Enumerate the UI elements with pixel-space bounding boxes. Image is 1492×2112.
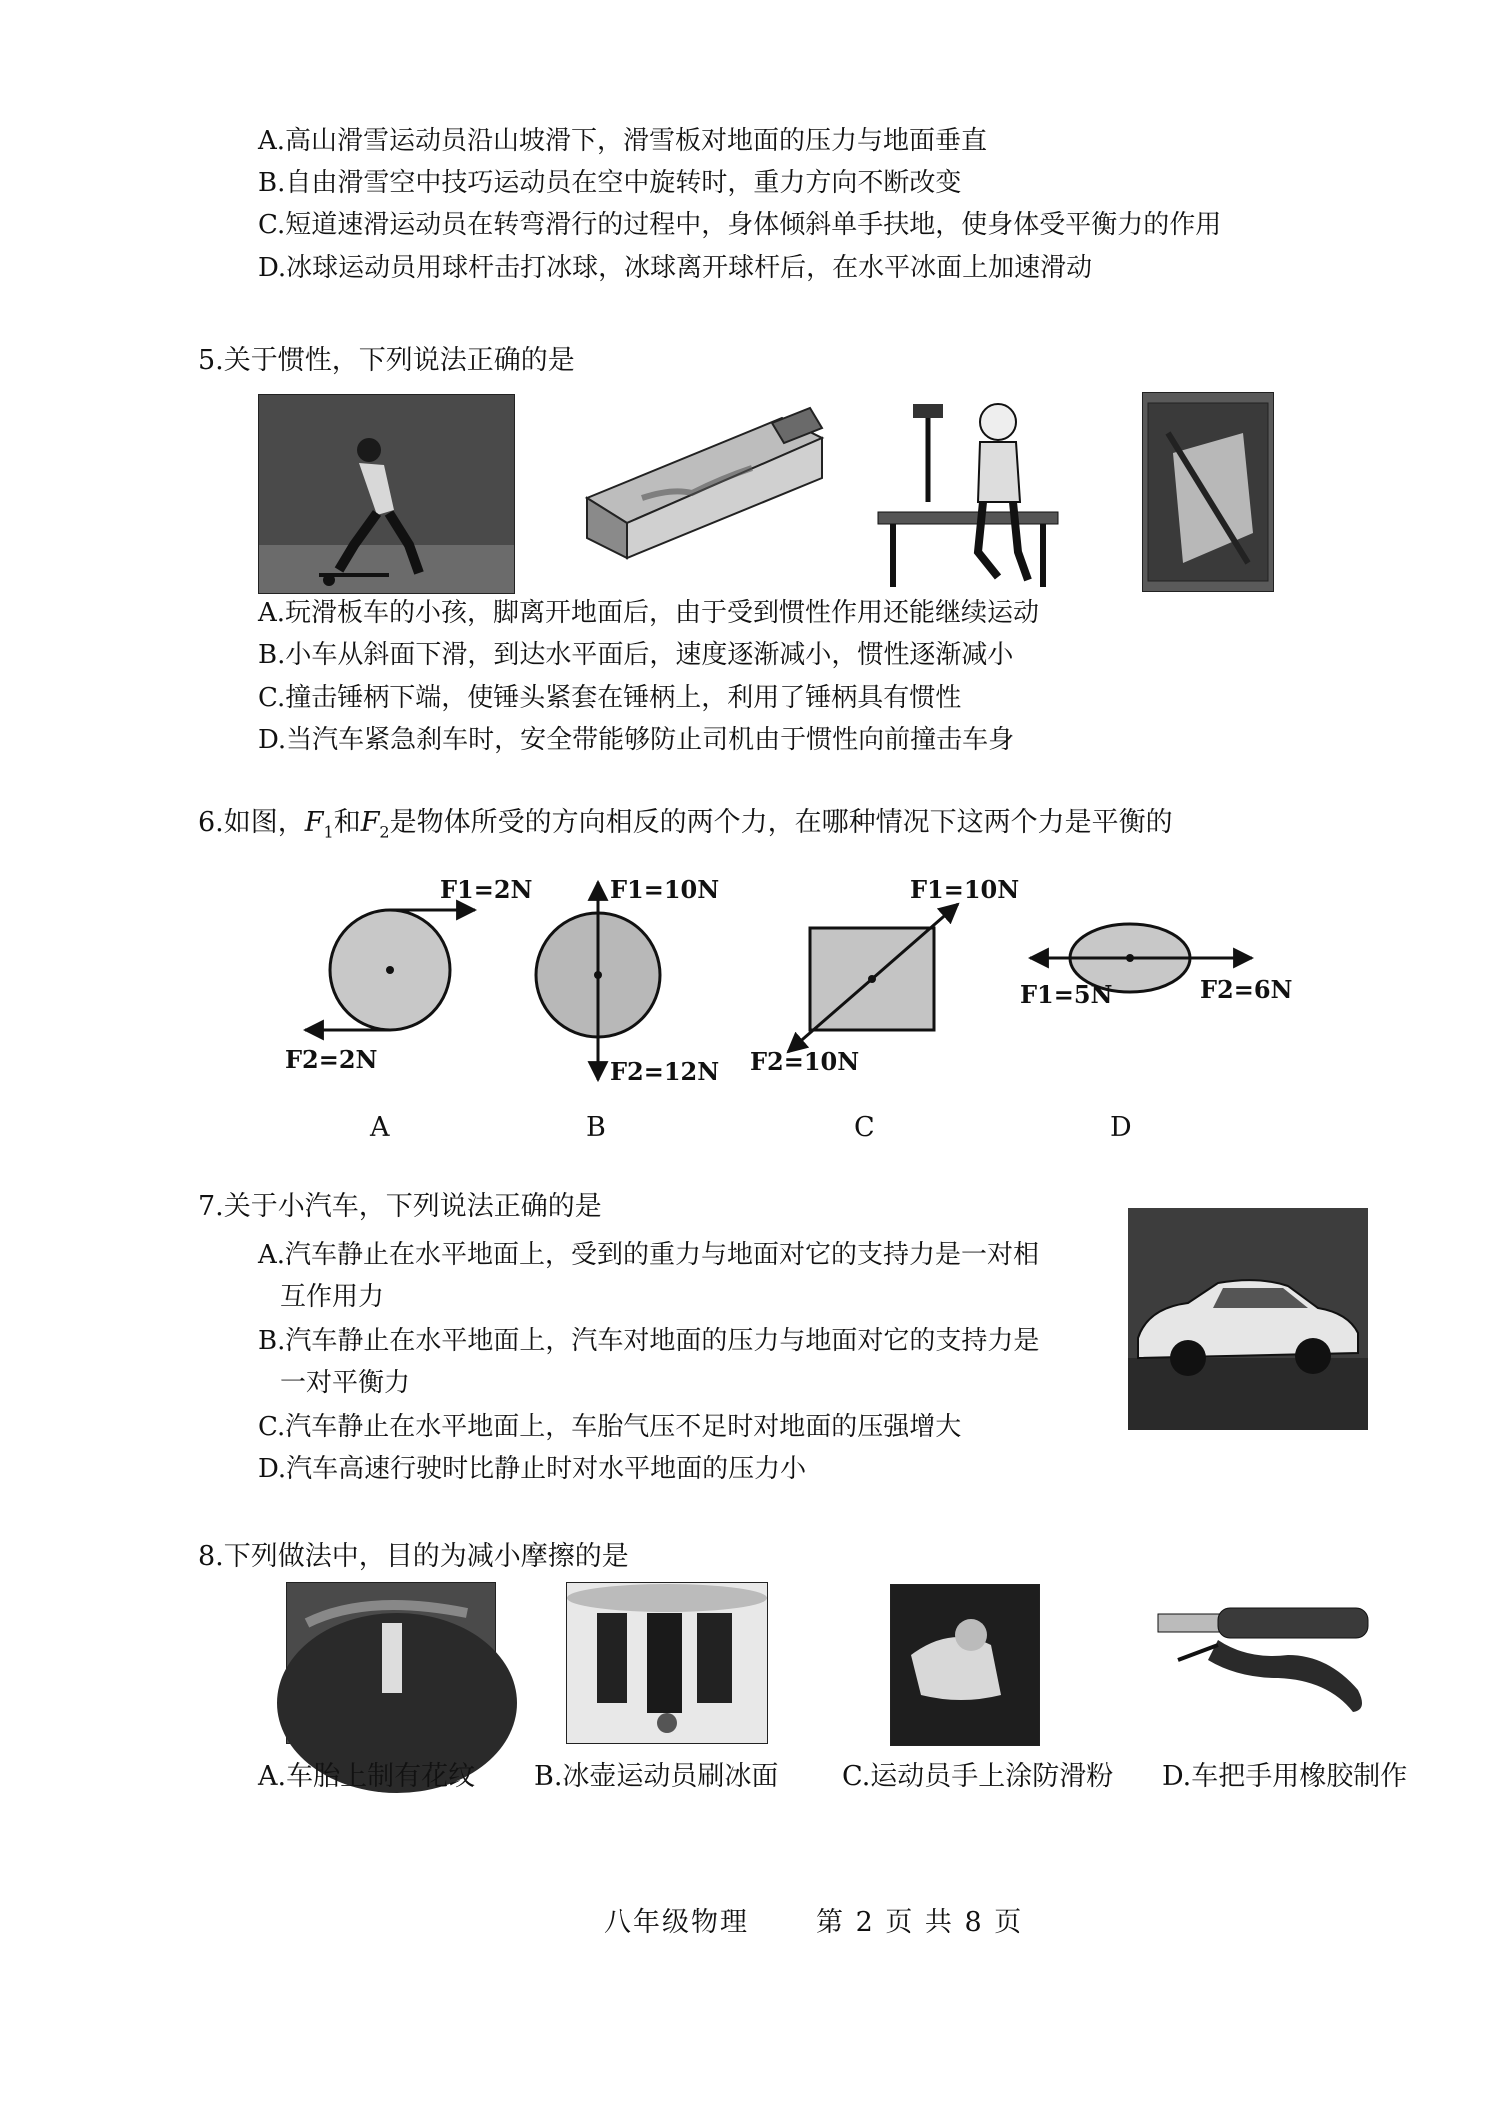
q5-option-a: A.玩滑板车的小孩，脚离开地面后，由于受到惯性作用还能继续运动 (258, 598, 1040, 628)
q5-option-d: D.当汽车紧急刹车时，安全带能够防止司机由于惯性向前撞击车身 (258, 725, 1015, 755)
force-diagram-b (520, 870, 750, 1100)
diagram-letter-a: A (370, 1112, 390, 1143)
force-label-f1: F1=10N (610, 875, 720, 904)
q4-option-b: B.自由滑雪空中技巧运动员在空中旋转时，重力方向不断改变 (258, 168, 962, 198)
force-diagram-c (740, 870, 1020, 1090)
f1-subscript: 1 (323, 822, 334, 842)
diagram-letter-b: B (586, 1112, 606, 1143)
q8-option-a: A.车胎上制有花纹 (258, 1761, 476, 1792)
force-diagram-a (270, 870, 533, 1090)
q6-stem-part: 是物体所受的方向相反的两个力，在哪种情况下这两个力是平衡的 (389, 807, 1173, 838)
q5-option-c: C.撞击锤柄下端，使锤头紧套在锤柄上，利用了锤柄具有惯性 (258, 683, 962, 713)
hammer-bench-figure (868, 392, 1068, 592)
car-photo (1128, 1208, 1368, 1430)
bike-handle-photo (1158, 1600, 1376, 1726)
q7-option-d: D.汽车高速行驶时比静止时对水平地面的压力小 (258, 1454, 807, 1484)
q6-stem-part: 和 (333, 807, 361, 838)
q4-option-a: A.高山滑雪运动员沿山坡滑下，滑雪板对地面的压力与地面垂直 (258, 126, 988, 156)
q5-stem: 5.关于惯性，下列说法正确的是 (198, 345, 575, 376)
footer-page-number: 第 2 页 共 8 页 (816, 1907, 1024, 1938)
car-seatbelt-photo (1142, 392, 1274, 592)
force-label-f1: F1=2N (440, 875, 533, 904)
q7-option-b: B.汽车静止在水平地面上，汽车对地面的压力与地面对它的支持力是 (258, 1326, 1040, 1356)
q4-option-c: C.短道速滑运动员在转弯滑行的过程中，身体倾斜单手扶地，使身体受平衡力的作用 (258, 210, 1222, 240)
anti-slip-powder-photo (890, 1584, 1040, 1746)
q7-option-a-cont: 互作用力 (280, 1282, 385, 1312)
q4-option-d: D.冰球运动员用球杆击打冰球，冰球离开球杆后，在水平冰面上加速滑动 (258, 253, 1093, 283)
force-label-f1: F1=5N (1020, 980, 1113, 1009)
q6-stem-part: 6.如图， (198, 807, 305, 838)
q7-option-a: A.汽车静止在水平地面上，受到的重力与地面对它的支持力是一对相 (258, 1240, 1040, 1270)
q8-option-c: C.运动员手上涂防滑粉 (842, 1761, 1114, 1792)
q8-option-b: B.冰壶运动员刷冰面 (534, 1761, 779, 1792)
scooter-child-photo (258, 394, 515, 594)
f1-symbol: F (304, 807, 324, 838)
force-label-f1: F1=10N (910, 875, 1020, 904)
q8-stem: 8.下列做法中，目的为减小摩擦的是 (198, 1541, 629, 1572)
force-label-f2: F2=6N (1200, 975, 1293, 1004)
force-label-f2: F2=10N (750, 1047, 860, 1076)
diagram-letter-d: D (1110, 1112, 1132, 1143)
f2-subscript: 2 (379, 822, 390, 842)
curling-sweep-photo (566, 1582, 768, 1744)
q7-option-c: C.汽车静止在水平地面上，车胎气压不足时对地面的压强增大 (258, 1412, 962, 1442)
q7-option-b-cont: 一对平衡力 (280, 1368, 411, 1398)
q7-stem: 7.关于小汽车，下列说法正确的是 (198, 1191, 602, 1222)
tire-tread-photo (286, 1582, 496, 1744)
f2-symbol: F (360, 807, 380, 838)
diagram-letter-c: C (854, 1112, 875, 1143)
force-label-f2: F2=12N (610, 1057, 720, 1086)
force-label-f2: F2=2N (285, 1045, 378, 1074)
force-diagram-d (1020, 870, 1310, 1070)
incline-ramp-figure (582, 398, 827, 586)
footer-subject: 八年级物理 (604, 1907, 749, 1938)
q8-option-d: D.车把手用橡胶制作 (1162, 1761, 1408, 1792)
q6-stem (198, 806, 1173, 849)
q5-option-b: B.小车从斜面下滑，到达水平面后，速度逐渐减小，惯性逐渐减小 (258, 640, 1014, 670)
